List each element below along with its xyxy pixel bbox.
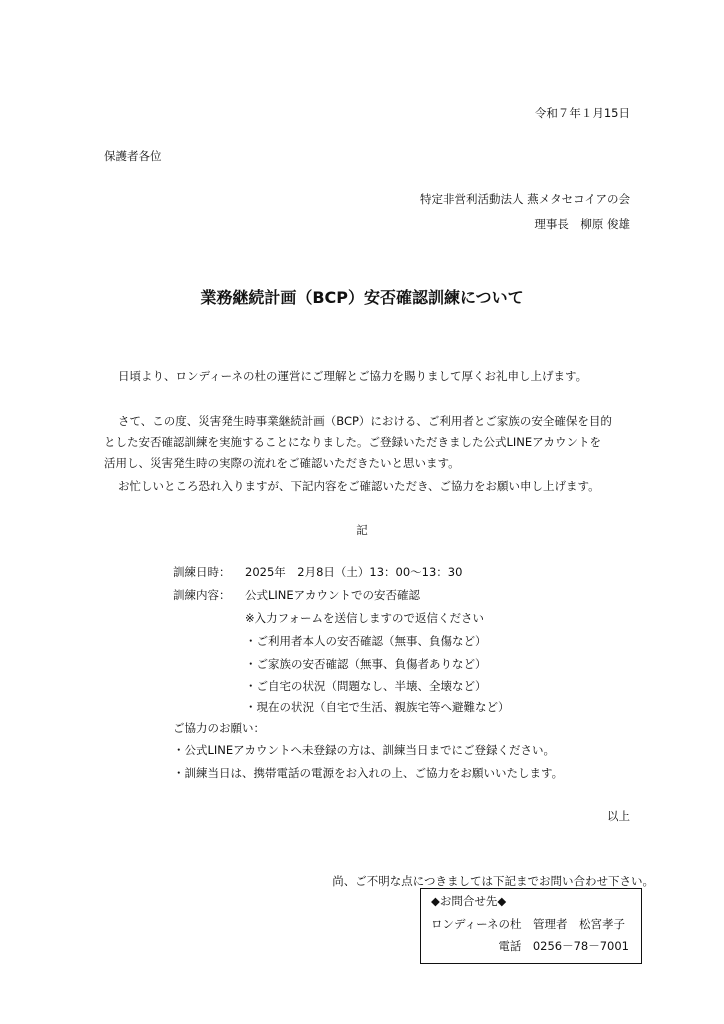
detail-content-label: 訓練内容：: [173, 588, 231, 602]
cooperation-item: ・訓練当日は、携帯電話の電源をお入れの上、ご協力をお願いいたします。: [173, 766, 564, 780]
ki-marker: 記: [356, 523, 368, 537]
cooperation-item: ・公式LINEアカウントへ未登録の方は、訓練当日までにご登録ください。: [173, 743, 556, 757]
detail-content-item: ・ご自宅の状況（問題なし、半壊、全壊など）: [245, 679, 487, 693]
detail-content-note: ※入力フォームを送信しますので返信ください: [245, 611, 485, 625]
cooperation-label: ご協力のお願い：: [173, 721, 265, 735]
detail-content-value: 公式LINEアカウントでの安否確認: [245, 588, 421, 602]
sender-representative: 理事長 柳原 俊雄: [534, 217, 630, 231]
contact-person: ロンディーネの杜 管理者 松宮孝子: [431, 917, 626, 931]
contact-heading: ◆お問合せ先◆: [431, 894, 507, 908]
inquiry-note: 尚、ご不明な点につきましては下記までお問い合わせ下さい。: [332, 874, 654, 888]
detail-content-item: ・ご利用者本人の安否確認（無事、負傷など）: [245, 634, 487, 648]
closing-mark: 以上: [607, 809, 630, 823]
document-title: 業務継続計画（BCP）安否確認訓練について: [200, 288, 524, 307]
body-line: 活用し、災害発生時の実際の流れをご確認いただきたいと思います。: [104, 456, 460, 470]
body-line: とした安否確認訓練を実施することになりました。ご登録いただきました公式LINEアカウントを: [104, 435, 602, 449]
contact-phone: 電話 0256－78－7001: [498, 939, 629, 953]
body-line: さて、この度、災害発生時事業継続計画（BCP）における、ご利用者とご家族の安全確保を目的: [118, 414, 612, 428]
detail-date-value: 2025年 2月8日（土）13：00～13：30: [245, 565, 463, 579]
detail-content-item: ・現在の状況（自宅で生活、親族宅等へ避難など）: [245, 700, 510, 714]
sender-organization: 特定非営利活動法人 燕メタセコイアの会: [420, 192, 630, 206]
detail-date-label: 訓練日時：: [173, 565, 231, 579]
document-date: 令和７年１月15日: [534, 106, 630, 120]
greeting-paragraph: 日頃より、ロンディーネの杜の運営にご理解とご協力を賜りまして厚くお礼申し上げます。: [118, 369, 588, 383]
addressee: 保護者各位: [104, 149, 162, 163]
contact-box: [420, 888, 642, 964]
request-line: お忙しいところ恐れ入りますが、下記内容をご確認いただき、ご協力をお願い申し上げます。: [118, 479, 600, 493]
detail-content-item: ・ご家族の安否確認（無事、負傷者ありなど）: [245, 657, 487, 671]
